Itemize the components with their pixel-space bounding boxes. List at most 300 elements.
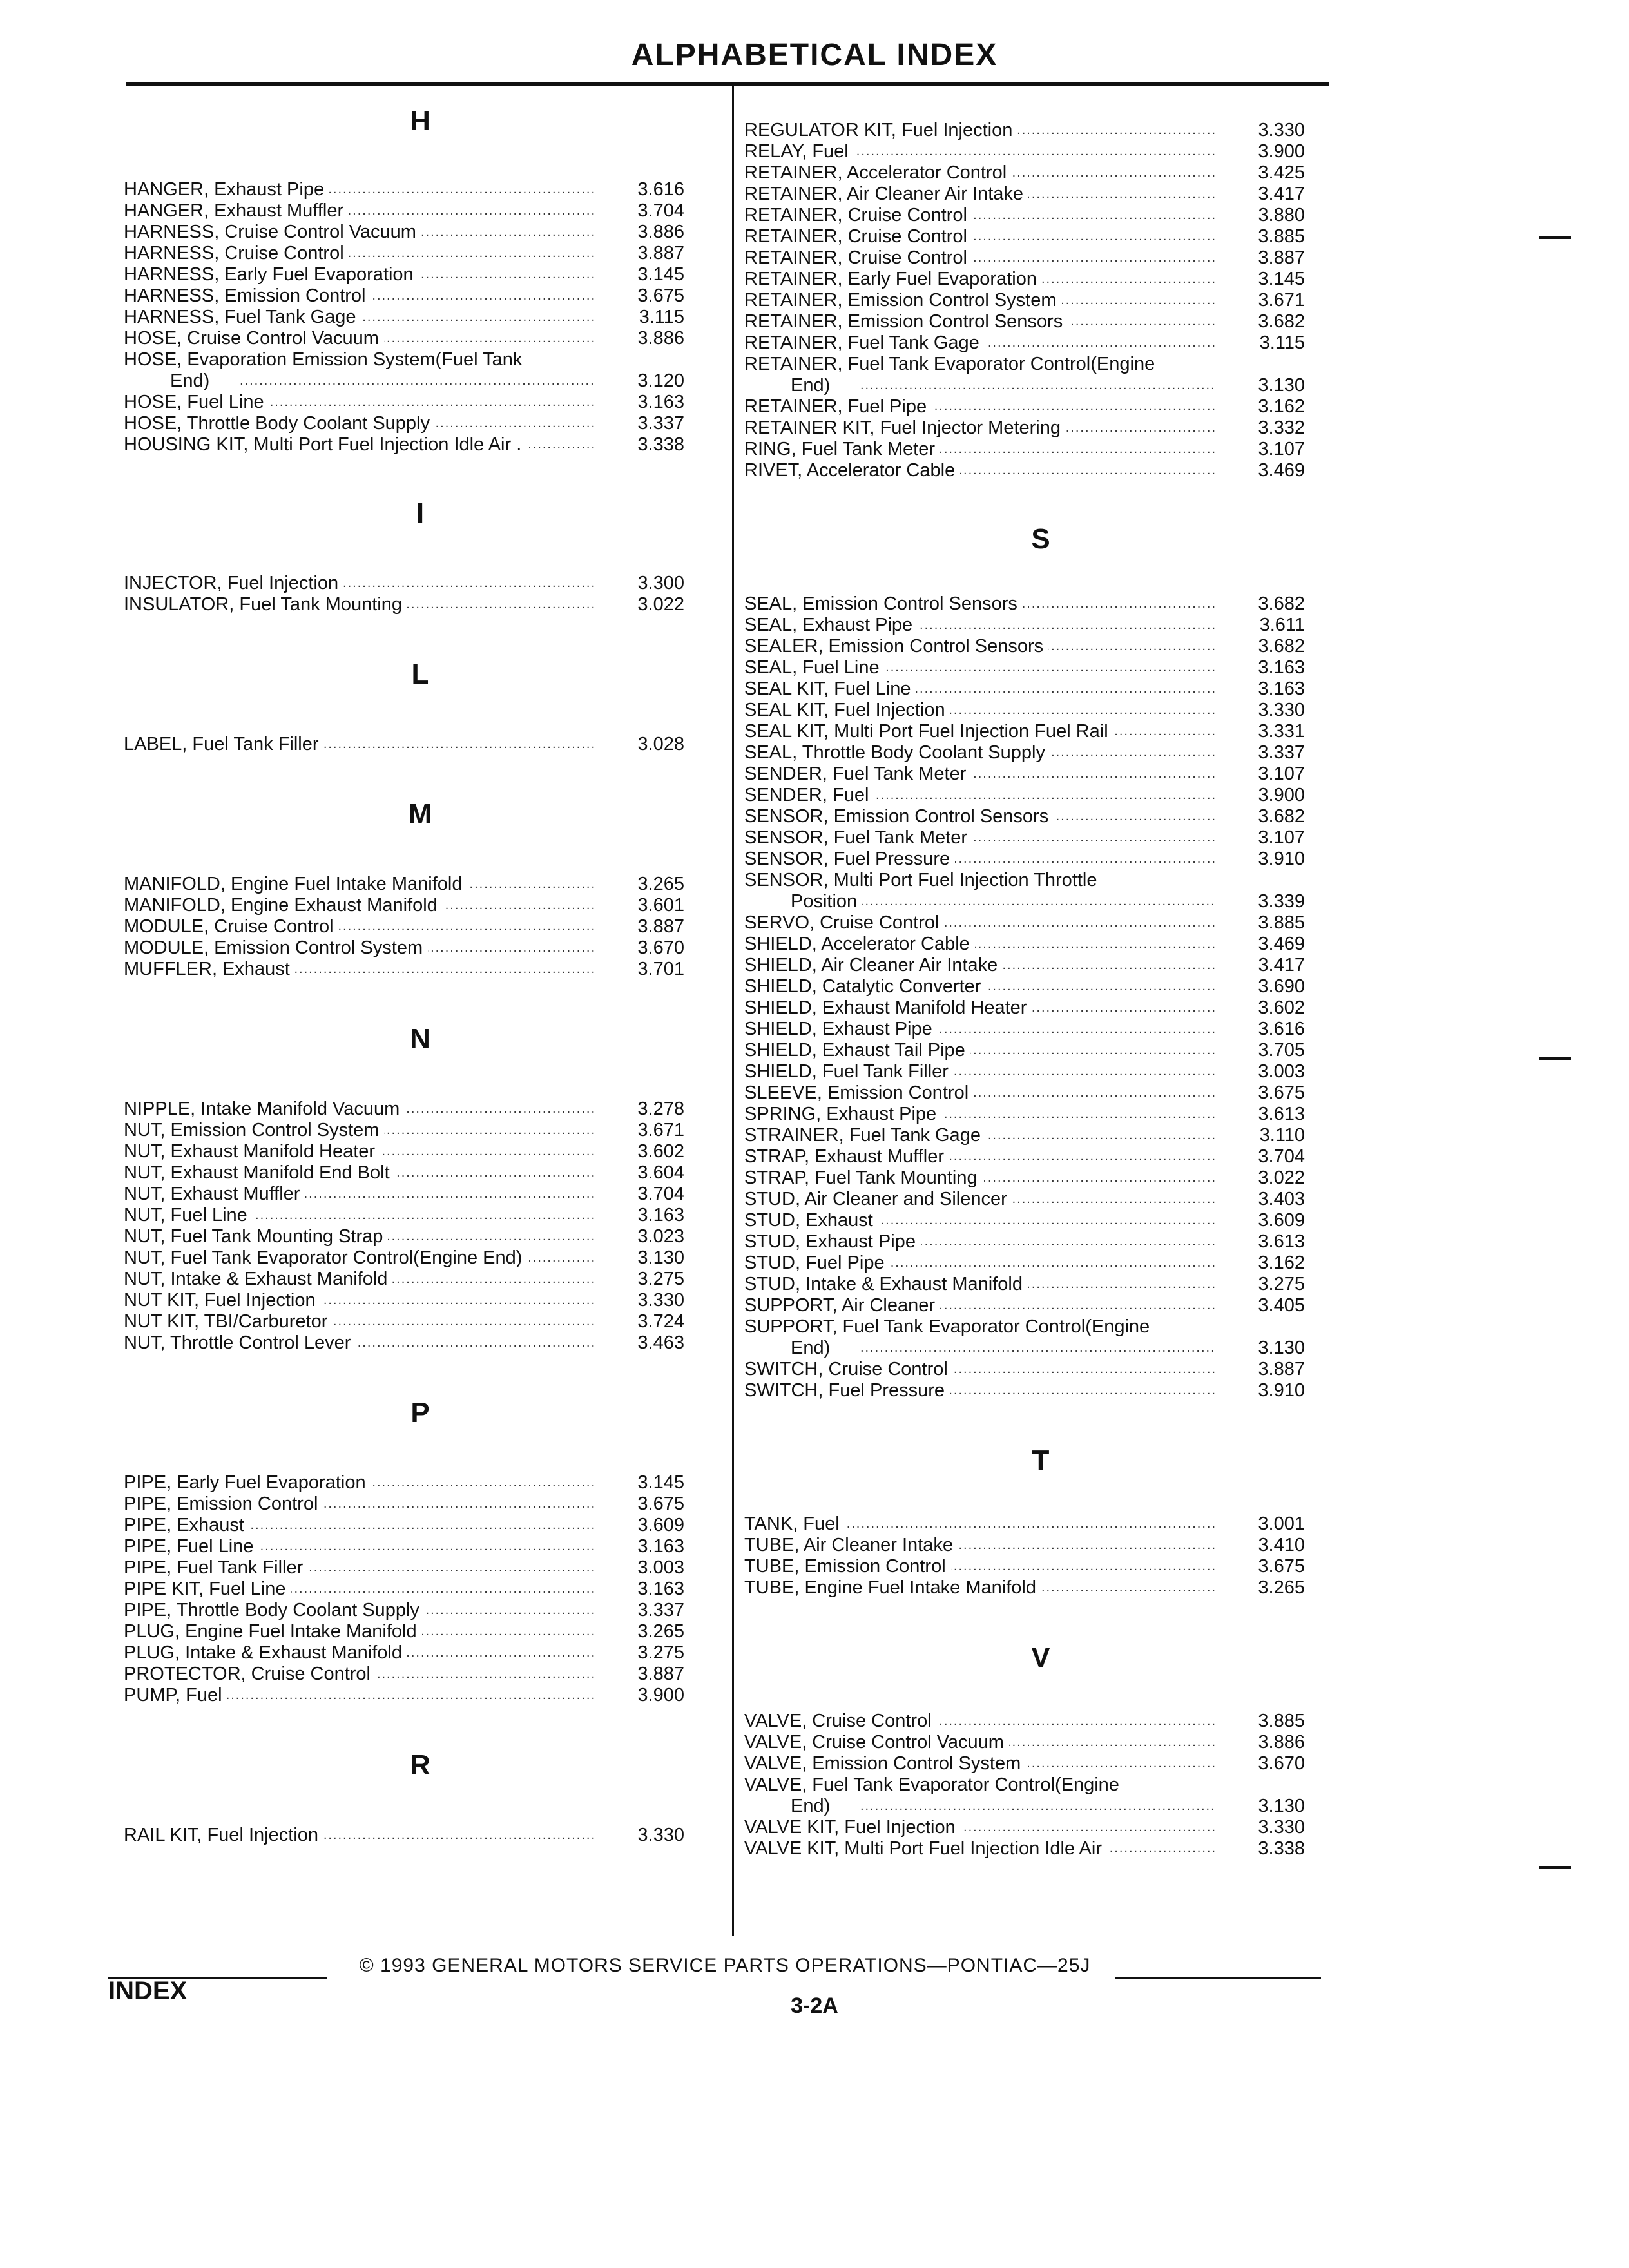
entry-description [744, 1061, 1215, 1082]
entry-page-ref: 3.265 [637, 1621, 684, 1642]
entry-page-ref: 3.275 [637, 1642, 684, 1663]
entry-text: MODULE, Cruise Control [124, 916, 339, 937]
entry-page-ref: 3.115 [639, 307, 684, 327]
entry-description [744, 1711, 1215, 1732]
entry-text: RETAINER, Emission Control Sensors [744, 311, 1068, 332]
entry-text: INSULATOR, Fuel Tank Mounting [124, 594, 407, 615]
index-entry [744, 1359, 1347, 1380]
entry-continuation [744, 1796, 1215, 1817]
entry-description [744, 593, 1215, 615]
entry-page-ref: 3.410 [1258, 1535, 1305, 1555]
entry-description [744, 290, 1215, 311]
entry-text: HANGER, Exhaust Muffler [124, 200, 349, 221]
entry-description [744, 1253, 1215, 1274]
entry-page-ref: 3.887 [1258, 247, 1305, 268]
section-letter: I [416, 497, 425, 529]
index-entry [124, 916, 717, 937]
entry-text: PIPE, Emission Control [124, 1494, 323, 1514]
entry-description [744, 1125, 1215, 1146]
index-entry [744, 615, 1347, 636]
index-entry [124, 1579, 717, 1600]
entry-page-ref: 3.337 [637, 413, 684, 434]
index-entry [124, 1557, 717, 1579]
entry-page-ref: 3.330 [1258, 700, 1305, 720]
entry-text: NUT, Throttle Control Lever [124, 1332, 356, 1353]
entry-page-ref: 3.003 [1258, 1061, 1305, 1082]
entry-list [124, 179, 717, 456]
entry-page-ref: 3.330 [1258, 1817, 1305, 1838]
left-column [124, 90, 717, 1846]
entry-list [124, 874, 717, 980]
entry-page-ref: 3.690 [1258, 976, 1305, 997]
entry-description [744, 1189, 1215, 1210]
entry-text: RING, Fuel Tank Meter [744, 439, 940, 459]
index-entry [744, 1316, 1347, 1359]
entry-description [744, 269, 1215, 290]
entry-description [124, 959, 594, 980]
entry-text: SLEEVE, Emission Control [744, 1082, 974, 1103]
entry-description [744, 955, 1215, 976]
entry-description [124, 1290, 594, 1311]
entry-list [744, 593, 1347, 1401]
entry-description [124, 573, 594, 594]
index-entry [744, 1577, 1347, 1599]
entry-page-ref: 3.671 [1258, 290, 1305, 311]
section-letter: S [1031, 523, 1050, 555]
entry-text: SWITCH, Fuel Pressure [744, 1380, 950, 1401]
entry-page-ref: 3.616 [637, 179, 684, 200]
entry-description [124, 1162, 594, 1184]
entry-description [744, 184, 1215, 205]
entry-list [744, 120, 1347, 481]
footer-copyright: © 1993 GENERAL MOTORS SERVICE PARTS OPERATIONS—PONTIAC—25J [359, 1955, 1091, 1976]
entry-description [744, 721, 1215, 742]
section-letter: R [410, 1749, 430, 1781]
entry-text: HARNESS, Cruise Control [124, 243, 349, 264]
entry-continuation-text: End) [791, 1338, 835, 1358]
index-entry [744, 1146, 1347, 1168]
entry-text: RETAINER, Fuel Tank Gage [744, 332, 985, 353]
index-entry [744, 806, 1347, 827]
entry-description [744, 1210, 1215, 1231]
entry-text: SENSOR, Fuel Tank Meter [744, 827, 972, 848]
entry-continuation-text: End) [791, 375, 835, 396]
entry-description [744, 1316, 1215, 1359]
entry-page-ref: 3.900 [1258, 785, 1305, 805]
entry-description [744, 636, 1215, 657]
index-entry [744, 247, 1347, 269]
entry-description [124, 1685, 594, 1706]
entry-description [124, 307, 594, 328]
entry-text: NUT, Fuel Line [124, 1205, 253, 1225]
entry-page-ref: 3.417 [1258, 955, 1305, 975]
entry-text: STUD, Intake & Exhaust Manifold [744, 1274, 1028, 1294]
index-entry [124, 434, 717, 456]
entry-page-ref: 3.330 [637, 1290, 684, 1311]
entry-page-ref: 3.601 [637, 895, 684, 916]
entry-text: SHIELD, Fuel Tank Filler [744, 1061, 954, 1082]
entry-text: VALVE, Emission Control System [744, 1753, 1026, 1774]
entry-text: STRAINER, Fuel Tank Gage [744, 1125, 986, 1146]
entry-page-ref: 3.887 [637, 1664, 684, 1684]
entry-text: LABEL, Fuel Tank Filler [124, 734, 324, 754]
entry-page-ref: 3.163 [637, 1579, 684, 1599]
entry-page-ref: 3.163 [637, 1536, 684, 1557]
index-entry [744, 1535, 1347, 1556]
page-number: 3-2A [791, 1994, 838, 2018]
entry-text: NUT KIT, Fuel Injection [124, 1290, 321, 1311]
index-entry [744, 1061, 1347, 1082]
entry-text: HANGER, Exhaust Pipe [124, 179, 329, 200]
entry-text: PROTECTOR, Cruise Control [124, 1664, 376, 1684]
entry-page-ref: 3.887 [1258, 1359, 1305, 1379]
index-entry [744, 1753, 1347, 1774]
entry-page-ref: 3.609 [637, 1515, 684, 1535]
index-entry [744, 827, 1347, 849]
entry-page-ref: 3.330 [1258, 120, 1305, 140]
entry-text: RELAY, Fuel [744, 141, 854, 162]
entry-text: NUT, Exhaust Manifold Heater [124, 1141, 380, 1162]
entry-text: SEAL, Exhaust Pipe [744, 615, 918, 635]
entry-description [124, 285, 594, 307]
entry-description [744, 678, 1215, 700]
entry-page-ref: 3.887 [637, 243, 684, 264]
entry-page-ref: 3.275 [1258, 1274, 1305, 1294]
index-entry [124, 264, 717, 285]
entry-text: STUD, Exhaust [744, 1210, 878, 1231]
entry-page-ref: 3.886 [637, 328, 684, 349]
entry-description [744, 1040, 1215, 1061]
entry-text: PIPE, Exhaust [124, 1515, 249, 1535]
entry-text: VALVE KIT, Fuel Injection [744, 1817, 961, 1838]
entry-page-ref: 3.107 [1258, 439, 1305, 459]
index-entry [124, 1600, 717, 1621]
entry-description [124, 1247, 594, 1269]
entry-page-ref: 3.163 [1258, 657, 1305, 678]
entry-list [744, 1514, 1347, 1599]
index-entry [124, 1642, 717, 1664]
entry-description [744, 934, 1215, 955]
index-entry [744, 418, 1347, 439]
index-entry [744, 1253, 1347, 1274]
index-section [744, 1441, 1347, 1599]
entry-page-ref: 3.682 [1258, 593, 1305, 614]
index-entry [124, 1825, 717, 1846]
margin-mark [1539, 236, 1571, 239]
entry-description [744, 1380, 1215, 1401]
section-letter: T [1032, 1445, 1050, 1476]
entry-description [744, 615, 1215, 636]
entry-description [744, 1774, 1215, 1817]
entry-text: VALVE, Fuel Tank Evaporator Control(Engine [744, 1774, 1215, 1796]
entry-text: VALVE, Cruise Control Vacuum [744, 1732, 1009, 1753]
entry-text: MANIFOLD, Engine Exhaust Manifold [124, 895, 443, 916]
entry-text: PIPE, Throttle Body Coolant Supply [124, 1600, 425, 1620]
index-entry [124, 243, 717, 264]
entry-page-ref: 3.670 [1258, 1753, 1305, 1774]
entry-description [124, 1642, 594, 1664]
entry-text: SHIELD, Exhaust Manifold Heater [744, 997, 1032, 1018]
entry-description [744, 396, 1215, 418]
entry-description [124, 1332, 594, 1354]
entry-description [124, 874, 594, 895]
entry-description [124, 734, 594, 755]
index-entry [744, 934, 1347, 955]
entry-text: STRAP, Fuel Tank Mounting [744, 1168, 983, 1188]
entry-page-ref: 3.130 [1258, 1338, 1305, 1358]
entry-text: RETAINER KIT, Fuel Injector Metering [744, 418, 1066, 438]
entry-text: PLUG, Engine Fuel Intake Manifold [124, 1621, 422, 1642]
index-entry [744, 1082, 1347, 1104]
index-entry [124, 1494, 717, 1515]
entry-page-ref: 3.022 [1258, 1168, 1305, 1188]
entry-page-ref: 3.900 [1258, 141, 1305, 162]
entry-text: HOSE, Cruise Control Vacuum [124, 328, 384, 349]
entry-text: STRAP, Exhaust Muffler [744, 1146, 949, 1167]
index-entry [124, 1311, 717, 1332]
entry-page-ref: 3.425 [1258, 162, 1305, 183]
index-entry [744, 1168, 1347, 1189]
entry-text: SEAL, Throttle Body Coolant Supply [744, 742, 1050, 763]
entry-description [124, 434, 594, 456]
entry-page-ref: 3.910 [1258, 849, 1305, 869]
entry-text: PIPE, Early Fuel Evaporation [124, 1472, 371, 1493]
index-entry [744, 742, 1347, 764]
entry-page-ref: 3.162 [1258, 1253, 1305, 1273]
entry-page-ref: 3.339 [1258, 891, 1305, 912]
entry-description [744, 806, 1215, 827]
entry-page-ref: 3.900 [637, 1685, 684, 1706]
index-entry [744, 912, 1347, 934]
entry-page-ref: 3.337 [1258, 742, 1305, 763]
entry-text: PIPE, Fuel Line [124, 1536, 259, 1557]
entry-description [124, 1600, 594, 1621]
entry-description [124, 413, 594, 434]
entry-page-ref: 3.675 [1258, 1556, 1305, 1577]
index-entry [744, 1189, 1347, 1210]
entry-text: STUD, Fuel Pipe [744, 1253, 890, 1273]
entry-list [124, 573, 717, 615]
entry-page-ref: 3.330 [637, 1825, 684, 1845]
entry-text: SEAL KIT, Fuel Injection [744, 700, 950, 720]
entry-page-ref: 3.604 [637, 1162, 684, 1183]
entry-description [744, 827, 1215, 849]
entry-continuation [124, 370, 594, 392]
index-entry [744, 226, 1347, 247]
entry-description [124, 1226, 594, 1247]
index-entry [124, 1205, 717, 1226]
entry-page-ref: 3.701 [637, 959, 684, 979]
index-entry [124, 413, 717, 434]
entry-description [744, 226, 1215, 247]
entry-text: RETAINER, Fuel Tank Evaporator Control(Engine [744, 354, 1215, 375]
entry-description [124, 1141, 594, 1162]
entry-text: RETAINER, Air Cleaner Air Intake [744, 184, 1028, 204]
entry-text: NUT, Intake & Exhaust Manifold [124, 1269, 392, 1289]
margin-mark [1539, 1057, 1571, 1060]
index-entry [744, 785, 1347, 806]
index-entry [744, 439, 1347, 460]
entry-text: NUT, Exhaust Manifold End Bolt [124, 1162, 395, 1183]
entry-description [744, 912, 1215, 934]
page-title: ALPHABETICAL INDEX [631, 38, 998, 72]
entry-description [744, 870, 1215, 912]
entry-page-ref: 3.675 [637, 285, 684, 306]
entry-page-ref: 3.670 [637, 937, 684, 958]
index-entry [124, 937, 717, 959]
entry-description [124, 1536, 594, 1557]
entry-description [124, 1494, 594, 1515]
index-entry [124, 1184, 717, 1205]
entry-description [124, 895, 594, 916]
entry-page-ref: 3.613 [1258, 1231, 1305, 1252]
entry-page-ref: 3.682 [1258, 311, 1305, 332]
index-entry [744, 764, 1347, 785]
index-entry [124, 1536, 717, 1557]
entry-text: NUT, Emission Control System [124, 1120, 384, 1140]
entry-description [124, 1557, 594, 1579]
index-entry [124, 1120, 717, 1141]
title-rule [126, 82, 1329, 86]
index-entry [124, 1290, 717, 1311]
entry-text: MODULE, Emission Control System [124, 937, 428, 958]
entry-page-ref: 3.885 [1258, 912, 1305, 933]
index-entry [744, 1125, 1347, 1146]
index-entry [124, 1247, 717, 1269]
index-entry [124, 1162, 717, 1184]
entry-text: TUBE, Engine Fuel Intake Manifold [744, 1577, 1041, 1598]
entry-description [124, 179, 594, 200]
index-entry [124, 285, 717, 307]
entry-description [744, 1168, 1215, 1189]
entry-page-ref: 3.675 [1258, 1082, 1305, 1103]
index-entry [124, 392, 717, 413]
entry-text: SEAL, Emission Control Sensors [744, 593, 1023, 614]
entry-description [744, 849, 1215, 870]
entry-description [744, 332, 1215, 354]
entry-page-ref: 3.602 [637, 1141, 684, 1162]
entry-description [744, 1817, 1215, 1838]
entry-description [744, 1753, 1215, 1774]
entry-description [124, 1184, 594, 1205]
entry-continuation [744, 375, 1215, 396]
entry-list [124, 1825, 717, 1846]
entry-page-ref: 3.107 [1258, 764, 1305, 784]
entry-page-ref: 3.028 [637, 734, 684, 754]
entry-text: RETAINER, Fuel Pipe [744, 396, 932, 417]
entry-page-ref: 3.682 [1258, 806, 1305, 827]
entry-description [124, 1664, 594, 1685]
entry-text: MANIFOLD, Engine Fuel Intake Manifold [124, 874, 467, 894]
index-entry [744, 636, 1347, 657]
entry-page-ref: 3.337 [637, 1600, 684, 1620]
index-section [744, 1639, 1347, 1860]
index-entry [124, 1685, 717, 1706]
entry-page-ref: 3.115 [1259, 332, 1305, 353]
index-entry [744, 721, 1347, 742]
entry-text: SEAL, Fuel Line [744, 657, 885, 678]
entry-page-ref: 3.130 [1258, 1796, 1305, 1816]
margin-mark [1539, 1866, 1571, 1869]
entry-text: NUT, Fuel Tank Evaporator Control(Engine End) [124, 1247, 527, 1268]
entry-description [124, 1120, 594, 1141]
entry-description [124, 349, 594, 392]
entry-text: SEAL KIT, Fuel Line [744, 678, 916, 699]
entry-page-ref: 3.704 [1258, 1146, 1305, 1167]
entry-page-ref: 3.338 [1258, 1838, 1305, 1859]
entry-description [744, 460, 1215, 481]
entry-page-ref: 3.163 [637, 392, 684, 412]
index-entry [124, 1472, 717, 1494]
entry-page-ref: 3.880 [1258, 205, 1305, 226]
index-entry [124, 573, 717, 594]
entry-description [124, 392, 594, 413]
entry-text: RETAINER, Early Fuel Evaporation [744, 269, 1042, 289]
entry-text: SWITCH, Cruise Control [744, 1359, 953, 1379]
entry-page-ref: 3.162 [1258, 396, 1305, 417]
index-entry [744, 1274, 1347, 1295]
entry-page-ref: 3.332 [1258, 418, 1305, 438]
entry-text: SENDER, Fuel Tank Meter [744, 764, 971, 784]
entry-page-ref: 3.278 [637, 1099, 684, 1119]
entry-continuation-text: End) [170, 370, 215, 391]
entry-text: HOSE, Evaporation Emission System(Fuel Tank [124, 349, 594, 370]
entry-text: RETAINER, Accelerator Control [744, 162, 1012, 183]
entry-page-ref: 3.616 [1258, 1019, 1305, 1039]
entry-page-ref: 3.163 [637, 1205, 684, 1225]
entry-page-ref: 3.130 [1258, 375, 1305, 396]
index-entry [124, 179, 717, 200]
entry-description [744, 1556, 1215, 1577]
entry-description [744, 700, 1215, 721]
entry-text: PIPE KIT, Fuel Line [124, 1579, 291, 1599]
entry-text: SENSOR, Fuel Pressure [744, 849, 955, 869]
entry-description [744, 1535, 1215, 1556]
index-entry [124, 959, 717, 980]
entry-page-ref: 3.145 [1258, 269, 1305, 289]
entry-description [124, 1515, 594, 1536]
index-section [744, 520, 1347, 1401]
entry-text: SENSOR, Emission Control Sensors [744, 806, 1054, 827]
entry-description [744, 162, 1215, 184]
entry-page-ref: 3.338 [637, 434, 684, 455]
entry-description [744, 1359, 1215, 1380]
entry-list [744, 1711, 1347, 1860]
entry-text: NUT, Fuel Tank Mounting Strap [124, 1226, 388, 1247]
index-entry [744, 997, 1347, 1019]
index-entry [744, 205, 1347, 226]
entry-description [124, 594, 594, 615]
entry-description [744, 1231, 1215, 1253]
index-section [124, 1746, 717, 1846]
entry-description [124, 1579, 594, 1600]
entry-continuation [744, 891, 1215, 912]
entry-description [744, 1082, 1215, 1104]
entry-description [744, 247, 1215, 269]
entry-page-ref: 3.675 [637, 1494, 684, 1514]
entry-description [124, 264, 594, 285]
entry-page-ref: 3.331 [1258, 721, 1305, 742]
entry-description [744, 141, 1215, 162]
entry-text: TANK, Fuel [744, 1514, 845, 1534]
entry-text: SERVO, Cruise Control [744, 912, 944, 933]
entry-description [744, 976, 1215, 997]
entry-text: VALVE KIT, Multi Port Fuel Injection Idle Air [744, 1838, 1107, 1859]
index-entry [744, 1711, 1347, 1732]
entry-text: RETAINER, Cruise Control [744, 247, 972, 268]
entry-page-ref: 3.417 [1258, 184, 1305, 204]
index-entry [744, 1380, 1347, 1401]
